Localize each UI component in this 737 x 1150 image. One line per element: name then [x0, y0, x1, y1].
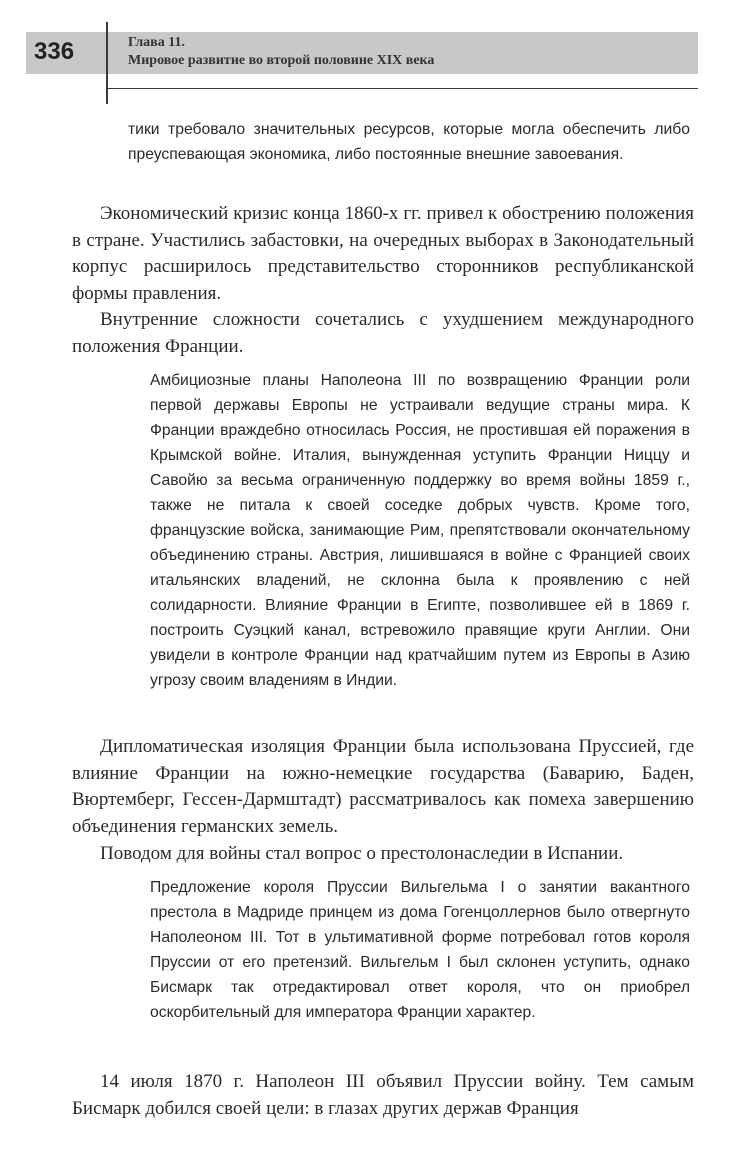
sans-block-2	[150, 875, 690, 1025]
sans-block-1	[150, 368, 690, 693]
top-sans-paragraph-text: тики требовало значительных ресурсов, которые могла обеспечить либо преуспевающая экономика, либо постоянные внешние завоевания.	[128, 121, 690, 163]
top-sans-paragraph	[128, 117, 690, 167]
header-divider-vertical	[106, 22, 108, 104]
sans-block-2-text: Предложение короля Пруссии Вильгельма I о занятии вакантного престола в Мадриде принцем из дома Гогенцоллернов было отвергнуто Наполеоном III. Тот в ультимативной форме потребовал готов короля Пруссии от его претензий. Вильгельм I был склонен уступить, однако Бисмарк так отредактировал ответ короля, что он приобрел оскорбительный для императора Франции характер.	[150, 879, 690, 1021]
paragraph-1	[72, 201, 694, 307]
header-divider-horizontal	[108, 88, 698, 89]
page-number: 336	[34, 38, 75, 65]
paragraph-4	[72, 841, 694, 868]
sans-block-1-text: Амбициозные планы Наполеона III по возвращению Франции роли первой державы Европы не устраивали ведущие страны мира. К Франции враждебно относилась Россия, не простившая ей поражения в Крымской войне. Италия, вынужденная уступить Франции Ниццу и Савойю за весьма ограниченную поддержку во время войны 1859 г., также не питала к своей соседке добрых чувств. Кроме того, французские войска, занимающие Рим, препятствовали окончательному объединению страны. Австрия, лишившаяся в войне с Францией своих итальянских владений, не склонна была к проявлению с ней солидарности. Влияние Франции в Египте, позволившее ей в 1869 г. построить Суэцкий канал, встревожило правящие круги Англии. Они увидели в контроле Франции над кратчайшим путем из Европы в Азию угрозу своим владениям в Индии.	[150, 372, 690, 689]
chapter-label: Глава 11.	[128, 35, 185, 50]
paragraph-2	[72, 307, 694, 360]
paragraph-5-text: 14 июля 1870 г. Наполеон III объявил Пруссии войну. Тем самым Бисмарк добился своей цели: в глазах других держав Франция	[72, 1071, 694, 1119]
paragraph-1-text: Экономический кризис конца 1860-х гг. привел к обострению положения в стране. Участились забастовки, на очередных выборах в Законодательный корпус расширилось представительство сторонников республиканской формы правления.	[72, 203, 694, 304]
paragraph-4-text: Поводом для войны стал вопрос о престолонаследии в Испании.	[100, 843, 624, 864]
chapter-title: Мировое развитие во второй половине XIX века	[128, 53, 435, 68]
paragraph-3	[72, 734, 694, 840]
paragraph-5	[72, 1069, 694, 1122]
paragraph-2-text: Внутренние сложности сочетались с ухудшением международного положения Франции.	[72, 309, 694, 357]
paragraph-3-text: Дипломатическая изоляция Франции была использована Пруссией, где влияние Франции на южно-немецкие государства (Баварию, Баден, Вюртемберг, Гессен-Дармштадт) рассматривалось как помеха завершению объединения германских земель.	[72, 736, 694, 837]
